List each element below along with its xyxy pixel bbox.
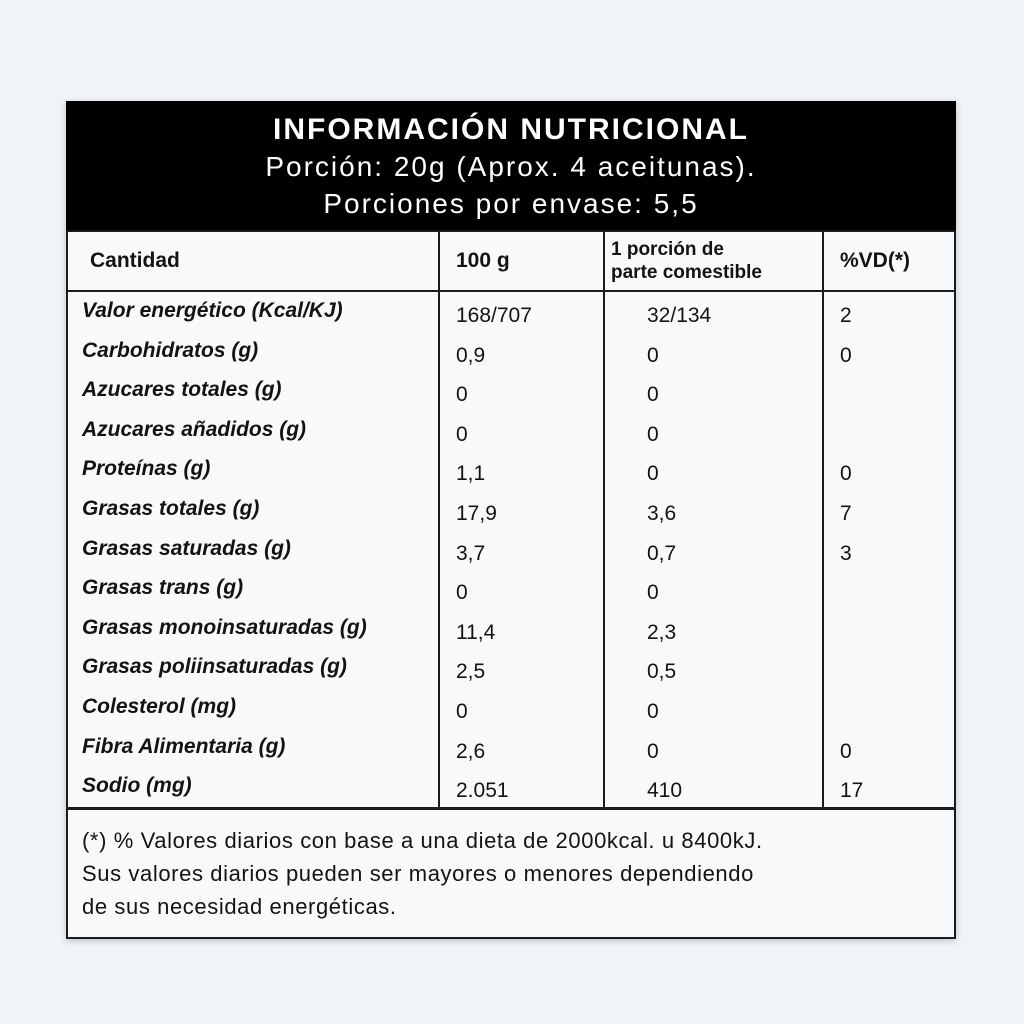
value-per-100g: 2,5 [438,648,603,688]
nutrient-label: Fibra Alimentaria (g) [82,734,286,758]
value-vd-percent: 3 [822,530,954,570]
table-row [68,688,954,728]
nutrient-label: Grasas trans (g) [82,576,244,600]
value-per-100g: 0 [438,569,603,609]
value-per-portion: 410 [603,767,822,807]
value-vd-percent [822,609,954,649]
nutrient-label: Azucares totales (g) [82,378,282,402]
nutrient-label: Grasas saturadas (g) [82,536,291,560]
nutrient-label: Grasas poliinsaturadas (g) [82,655,347,679]
nutrient-label: Colesterol (mg) [82,694,237,718]
column-header-100g: 100 g [438,232,603,290]
value-vd-percent [822,569,954,609]
table-row [68,530,954,570]
value-per-100g: 11,4 [438,609,603,649]
value-vd-percent: 0 [822,332,954,372]
table-row [68,292,954,332]
footnote-line2: Sus valores diarios pueden ser mayores o menores dependiendo [82,860,754,886]
value-per-portion: 0 [603,728,822,768]
value-per-100g: 0 [438,371,603,411]
footnote-line1: (*) % Valores diarios con base a una dieta de 2000kcal. u 8400kJ. [82,827,763,853]
label-header-band [66,101,956,230]
table-row [68,371,954,411]
value-per-100g: 3,7 [438,530,603,570]
table-row [68,490,954,530]
value-vd-percent: 2 [822,292,954,332]
footnote-line3: de sus necesidad energéticas. [82,893,397,919]
value-per-portion: 32/134 [603,292,822,332]
nutrition-table [66,230,956,939]
table-row [68,609,954,649]
column-header-cantidad: Cantidad [90,249,180,272]
value-per-portion: 0 [603,688,822,728]
nutrient-label: Azucares añadidos (g) [82,417,307,441]
value-vd-percent [822,411,954,451]
value-per-100g: 2.051 [438,767,603,807]
nutrient-label: Proteínas (g) [82,457,211,481]
value-vd-percent [822,371,954,411]
nutrient-label: Valor energético (Kcal/KJ) [82,299,343,322]
table-row [68,569,954,609]
value-per-portion: 0 [603,371,822,411]
value-per-100g: 0 [438,411,603,451]
table-row [68,648,954,688]
value-per-100g: 0 [438,688,603,728]
portion-line: Porción: 20g (Aprox. 4 aceitunas). [265,151,757,182]
value-vd-percent: 17 [822,767,954,807]
value-per-100g: 168/707 [438,292,603,332]
value-per-portion: 0 [603,569,822,609]
value-per-100g: 1,1 [438,450,603,490]
table-row [68,411,954,451]
value-vd-percent [822,648,954,688]
column-header-vd: %VD(*) [822,232,954,290]
label-title: INFORMACIÓN NUTRICIONAL [273,113,749,146]
table-header-row [68,232,954,292]
value-per-portion: 0 [603,411,822,451]
column-header-porcion-line1: 1 porción de [611,239,724,260]
value-vd-percent: 7 [822,490,954,530]
value-per-portion: 0,5 [603,648,822,688]
table-row [68,728,954,768]
value-per-portion: 0 [603,332,822,372]
value-vd-percent [822,688,954,728]
nutrition-label-card [66,101,956,939]
value-per-100g: 17,9 [438,490,603,530]
daily-values-footnote [68,807,954,937]
value-per-portion: 0,7 [603,530,822,570]
table-row [68,332,954,372]
servings-line: Porciones por envase: 5,5 [323,188,699,219]
column-header-porcion-line2: parte comestible [611,262,762,283]
nutrient-label: Grasas totales (g) [82,496,260,520]
nutrient-label: Sodio (mg) [82,774,192,798]
value-per-100g: 2,6 [438,728,603,768]
nutrient-label: Carbohidratos (g) [82,338,259,362]
value-vd-percent: 0 [822,450,954,490]
column-header-porcion [603,232,822,290]
value-per-portion: 3,6 [603,490,822,530]
table-row [68,767,954,807]
value-per-portion: 0 [603,450,822,490]
nutrient-label: Grasas monoinsaturadas (g) [82,615,367,639]
table-row [68,450,954,490]
value-vd-percent: 0 [822,728,954,768]
value-per-portion: 2,3 [603,609,822,649]
value-per-100g: 0,9 [438,332,603,372]
